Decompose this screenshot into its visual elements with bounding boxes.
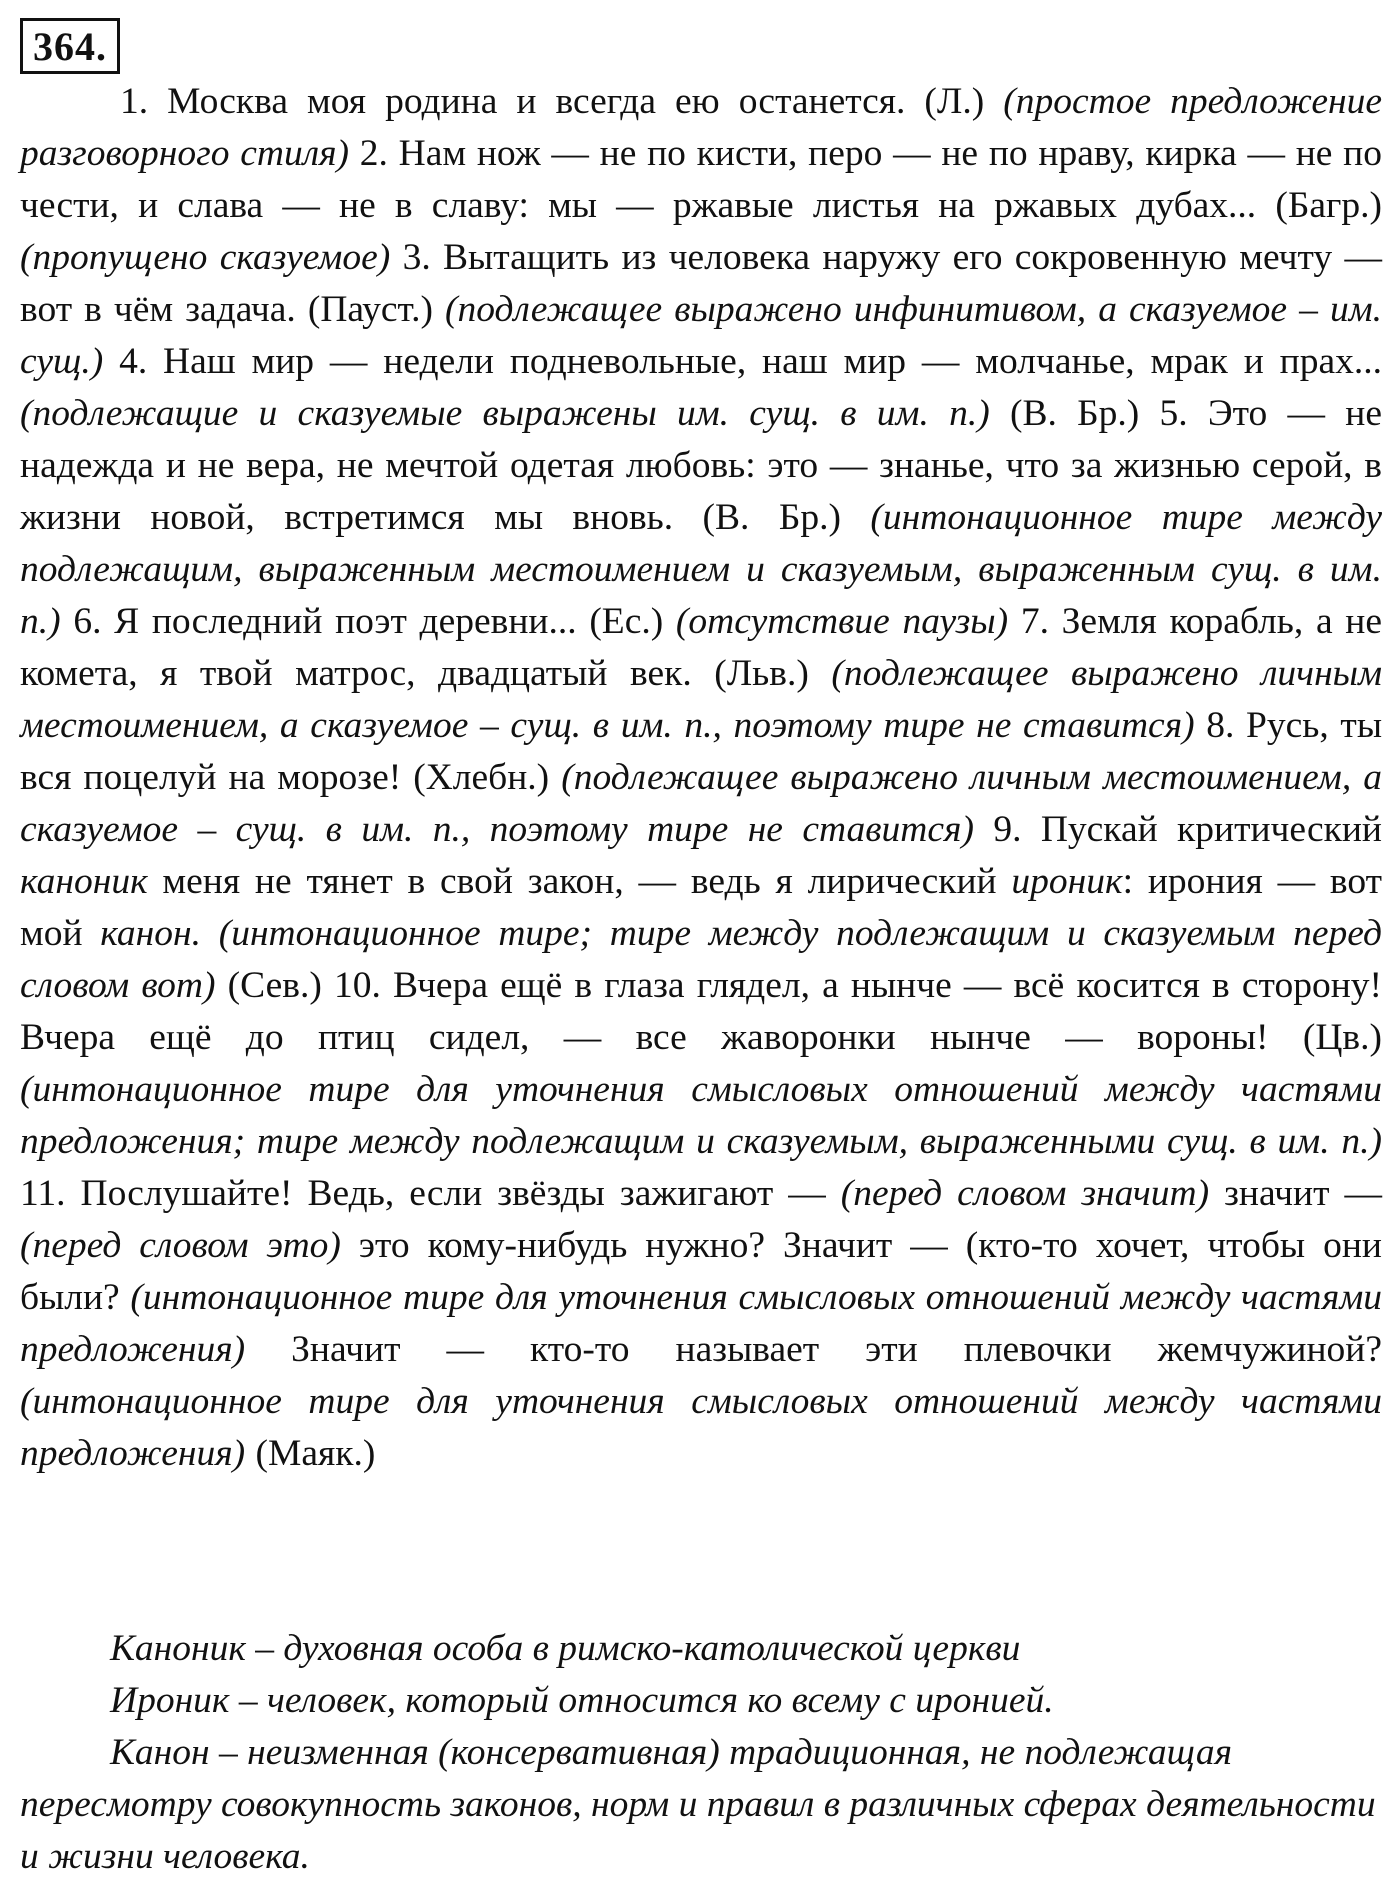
grammar-note: (перед словом это) — [20, 1225, 341, 1266]
text-segment: 8. Русь, ты вся поцелуй на морозе! (Хлебн.) — [20, 705, 1383, 798]
text-segment: это кому-нибудь нужно? Значит — (кто-то хочет, чтобы они были? — [20, 1225, 1382, 1318]
text-segment: Значит — кто-то называет эти плевочки жемчужиной? — [245, 1329, 1382, 1370]
grammar-note: (подлежащие и сказуемые выражены им. сущ. в им. п.) — [20, 393, 990, 434]
text-segment: 1. Москва моя родина и всегда ею останется. (Л.) — [120, 81, 1004, 122]
italic-word: каноник — [20, 861, 148, 902]
text-segment: (Маяк.) — [245, 1433, 376, 1474]
footnote-kanonik: Каноник – духовная особа в римско-католической церкви — [110, 1628, 1021, 1669]
grammar-note: (подлежащее выражено инфинитивом, а сказуемое – им. сущ.) — [20, 289, 1383, 382]
text-segment: 9. Пускай критический — [973, 809, 1382, 850]
grammar-note: (интонационное тире между подлежащим, выраженным местоимением и сказуемым, выраженным сущ. в им. п.) — [20, 497, 1383, 642]
footnote-kanon: Канон – неизменная (консервативная) традиционная, не подлежащая пересмотру совокупность законов, норм и правил в различных сферах деятельности и жизни человека. — [20, 1732, 1376, 1877]
grammar-note: (подлежащее выражено личным местоимением, а сказуемое – сущ. в им. п., поэтому тире не ставится) — [20, 653, 1383, 746]
text-segment: 6. Я последний поэт деревни... (Ес.) — [60, 601, 676, 642]
vocabulary-footnotes — [20, 1623, 1382, 1883]
text-segment: : ирония — вот мой — [20, 861, 1382, 954]
text-segment: (Сев.) 10. Вчера ещё в глаза глядел, а нынче — всё косится в сторону! Вчера ещё до птиц сидел, — все жаворонки нынче — вороны! (Цв.) — [20, 965, 1382, 1058]
answer-paragraph — [20, 76, 1382, 1480]
grammar-note: (пропущено сказуемое) — [20, 237, 391, 278]
text-segment: 11. Послушайте! Ведь, если звёзды зажигают — — [20, 1173, 841, 1214]
text-segment: 3. Вытащить из человека наружу его сокровенную мечту — вот в чём задача. (Пауст.) — [20, 237, 1382, 330]
text-segment: значит — — [1209, 1173, 1382, 1214]
text-segment: 7. Земля корабль, а не комета, я твой матрос, двадцатый век. (Льв.) — [20, 601, 1382, 694]
grammar-note: (интонационное тире для уточнения смысловых отношений между частями предложения; тире между подлежащим и сказуемым, выраженными сущ. в им. п.) — [20, 1069, 1382, 1162]
grammar-note: (простое предложение разговорного стиля) — [20, 81, 1383, 174]
text-segment: 2. Нам нож — не по кисти, перо — не по нраву, кирка — не по чести, и слава — не в славу: мы — ржавые листья на ржавых дубах... (Багр.) — [20, 133, 1382, 226]
grammar-note: канон. (интонационное тире; тире между подлежащим и сказуемым перед словом вот) — [20, 913, 1382, 1006]
italic-word: ироник — [1011, 861, 1123, 902]
exercise-number: 364. — [20, 18, 120, 74]
grammar-note: (подлежащее выражено личным местоимением, а сказуемое – сущ. в им. п., поэтому тире не ставится) — [20, 757, 1382, 850]
text-segment: (В. Бр.) 5. Это — не надежда и не вера, не мечтой одетая любовь: это — знанье, что за жизнью серой, в жизни новой, встретимся мы вновь. (В. Бр.) — [20, 393, 1382, 538]
text-segment: 4. Наш мир — недели подневольные, наш мир — молчанье, мрак и прах... — [103, 341, 1382, 382]
grammar-note: (интонационное тире для уточнения смысловых отношений между частями предложения) — [20, 1381, 1382, 1474]
text-segment: меня не тянет в свой закон, — ведь я лирический — [147, 861, 1012, 902]
grammar-note: (отсутствие паузы) — [675, 601, 1009, 642]
grammar-note: (перед словом значит) — [840, 1173, 1210, 1214]
footnote-ironik: Ироник – человек, который относится ко всему с иронией. — [110, 1680, 1054, 1721]
grammar-note: (интонационное тире для уточнения смысловых отношений между частями предложения) — [20, 1277, 1382, 1370]
exercise-answer-text — [20, 76, 1382, 1480]
